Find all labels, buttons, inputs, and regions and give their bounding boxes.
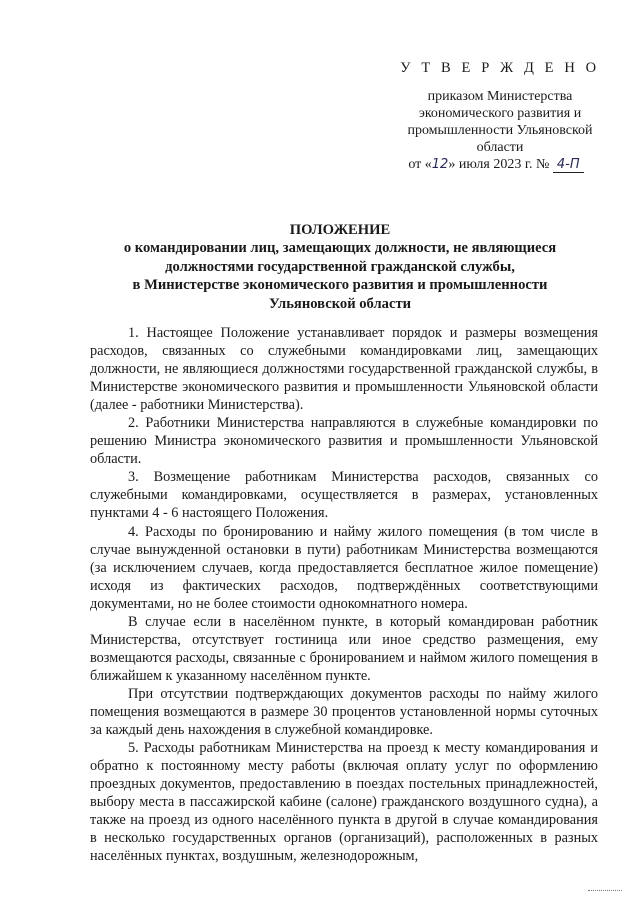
footer-mark <box>588 890 622 891</box>
approval-title: У Т В Е Р Ж Д Е Н О <box>400 60 600 76</box>
heading-line-4: Ульяновской области <box>268 295 412 312</box>
paragraph-4: 4. Расходы по бронированию и найму жилого помещения (в том числе в случае вынужденной остановки в пути) работникам Министерства возмещаются (за исключением случаев, когда предоставляется бесплатное жилое помещение) исходя из фактических расходов, подтверждённых соответствующими документами, но не более стоимости однокомнатного номера. <box>90 523 598 612</box>
paragraph-3: 3. Возмещение работникам Министерства расходов, связанных со служебными командировками, осуществляется в размерах, установленных пунктами 4 - 6 настоящего Положения. <box>90 469 598 522</box>
approval-line-4: области <box>476 140 524 155</box>
document-body <box>90 324 598 865</box>
paragraph-2: 2. Работники Министерства направляются в служебные командировки по решению Министра экономического развития и промышленности Ульяновской области. <box>90 415 598 468</box>
approval-line-1: приказом Министерства <box>427 89 573 104</box>
heading-line-3: в Министерстве экономического развития и промышленности <box>132 277 548 294</box>
paragraph-4-no-documents: При отсутствии подтверждающих документов расходы по найму жилого помещения возмещаются в размере 30 процентов установленной нормы суточных за каждый день нахождения в служебной командировке. <box>90 685 598 739</box>
approval-block <box>395 60 605 173</box>
paragraph-4-hotel: В случае если в населённом пункте, в который командирован работник Министерства, отсутствует гостиница или иное средство размещения, ему возмещаются расходы, связанные с бронированием и наймом жилого помещения в ближайшем к указанному населённом пункте. <box>90 613 598 684</box>
document-heading <box>60 221 620 313</box>
document-title: ПОЛОЖЕНИЕ <box>289 222 391 238</box>
paragraph-5: 5. Расходы работникам Министерства на проезд к месту командирования и обратно к постоянному месту работы (включая оплату услуг по оформлению проездных документов, предоставлению в поездах постельных принадлежностей, выбору места в пассажирской кабине (салоне) гражданского воздушного судна), а также на проезд из одного населённого пункта в другой в случае командирования в несколько государственных органов (организаций), расположенных в разных населённых пунктах, воздушным, железнодорожным, <box>90 740 598 865</box>
approval-line-2: экономического развития и <box>418 106 582 121</box>
handwritten-order-number: 4-П <box>553 157 584 173</box>
approval-line-3: промышленности Ульяновской <box>407 123 593 138</box>
handwritten-day: 12 <box>431 157 449 172</box>
paragraph-1: 1. Настоящее Положение устанавливает порядок и размеры возмещения расходов, связанных со служебными командировками лиц, замещающих должности, не являющиеся должностями государственной гражданской службы, в Министерстве экономического развития и промышленности Ульяновской области (далее - работники Министерства). <box>90 325 598 414</box>
date-middle: » июля 2023 г. № <box>448 157 553 172</box>
heading-line-1: о командировании лиц, замещающих должности, не являющиеся <box>123 240 557 257</box>
date-prefix: от « <box>408 157 432 172</box>
approval-date-line <box>387 156 605 173</box>
heading-line-2: должностями государственной гражданской службы, <box>165 258 515 275</box>
